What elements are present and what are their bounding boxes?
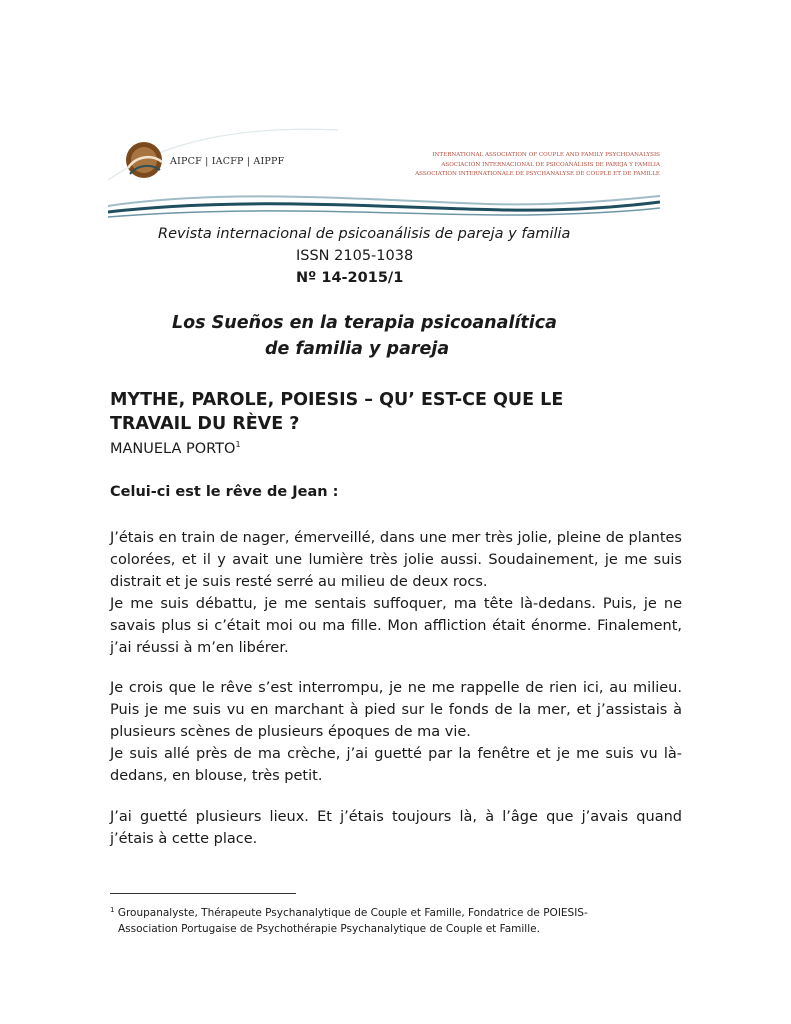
body-paragraph [110,806,682,850]
footnote-line2: Association Portugaise de Psychothérapie Psychanalytique de Couple et Famille. [118,923,540,935]
association-name-fr: ASSOCIATION INTERNATIONALE DE PSYCHANALYSE DE COUPLE ET DE FAMILLE [415,171,660,177]
paragraph-text: Je suis allé près de ma crèche, j’ai guetté par la fenêtre et je me suis vu là-dedans, en blouse, très petit. [110,746,682,784]
dream-heading: Celui-ci est le rêve de Jean : [110,484,339,500]
footnote-divider [110,893,296,894]
article-title [110,388,690,436]
logo-emblem-icon [126,142,162,178]
paragraph-text: J’étais en train de nager, émerveillé, dans une mer très jolie, pleine de plantes colorées, et il y avait une lumière très jolie aussi. Soudainement, je me suis distrait et je suis resté serré au milieu de deux rocs. [110,530,682,590]
paragraph-text: Je me suis débattu, je me sentais suffoquer, ma tête là-dedans. Puis, je ne savais plus si c’était moi ou ma fille. Mon affliction était énorme. Finalement, j’ai réussi à m’en libérer. [110,596,682,656]
paragraph-text: J’ai guetté plusieurs lieux. Et j’étais toujours là, à l’âge que j’avais quand j’étais à cette place. [110,809,682,847]
logo-text: AIPCF | IACFP | AIPPF [170,156,285,167]
author-name: MANUELA PORTO [110,441,236,457]
association-name-en: INTERNATIONAL ASSOCIATION OF COUPLE AND FAMILY PSYCHOANALYSIS [432,152,660,158]
issue-theme-line2: de familia y pareja [265,339,450,359]
journal-name: Revista internacional de psicoanálisis de pareja y familia [158,226,571,242]
association-name-es: ASOCIACIÓN INTERNACIONAL DE PSICOANÁLISIS DE PAREJA Y FAMILIA [441,161,660,168]
issue-theme-line1: Los Sueños en la terapia psicoanalítica [172,313,557,333]
footnote-text: Groupanalyste, Thérapeute Psychanalytique de Couple et Famille, Fondatrice de POIESIS- [117,907,588,919]
journal-banner [108,118,660,218]
author-footnote-ref: 1 [235,440,241,449]
article-author [110,440,241,457]
footnote [110,902,670,937]
journal-issn: ISSN 2105-1038 [296,248,414,264]
body-paragraph [110,527,682,659]
body-paragraph [110,677,682,787]
paragraph-text: Je crois que le rêve s’est interrompu, je ne me rappelle de rien ici, au milieu. Puis je me suis vu en marchant à pied sur le fonds de la mer, et j’assistais à plusieurs scènes de plusieurs époques de ma vie. [110,680,682,740]
association-names [415,151,660,180]
journal-issue: Nº 14-2015/1 [296,270,404,286]
article-title-line1: MYTHE, PAROLE, POIESIS – QU’ EST-CE QUE LE [110,390,564,410]
article-title-line2: TRAVAIL DU RÈVE ? [110,414,300,434]
footnote-line1 [110,902,670,921]
footnote-number: 1 [110,906,115,914]
